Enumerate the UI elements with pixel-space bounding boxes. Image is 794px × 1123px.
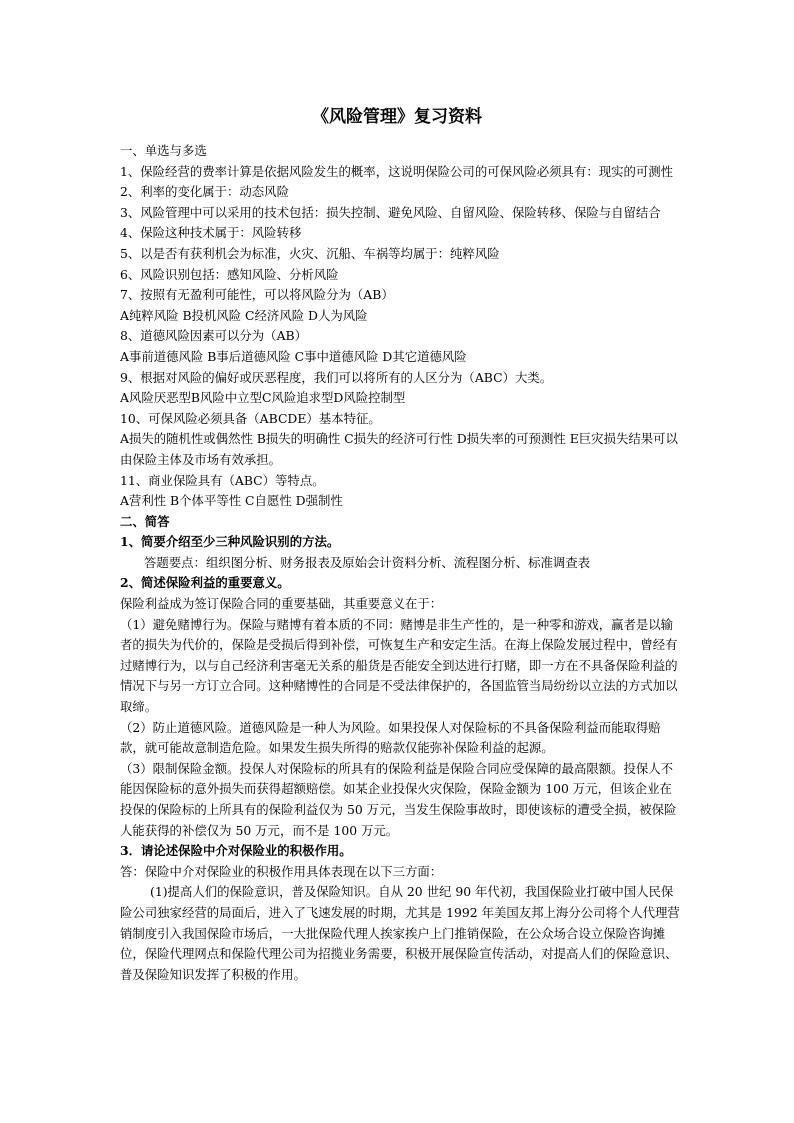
paragraph-line: A损失的随机性或偶然性 B损失的明确性 C损失的经济可行性 D损失率的可预测性 E巨灾损失结果可以由保险主体及市场有效承担。 xyxy=(120,431,678,467)
paragraph-line: 10、可保风险必须具备（ABCDE）基本特征。 xyxy=(120,410,381,426)
paragraph-line: （2）防止道德风险。道德风险是一种人为风险。如果投保人对保险标的不具备保险利益而能取得赔款，就可能故意制造危险。如果发生损失所得的赔款仅能弥补保险利益的起源。 xyxy=(120,719,661,756)
paragraph-line: 8、道德风险因素可以分为（AB） xyxy=(120,328,308,344)
paragraph-line: （1）避免赌博行为。保险与赌博有着本质的不同：赌博是非生产性的，是一种零和游戏，赢者是以输者的损失为代价的，保险是受损后得到补偿，可恢复生产和安定生活。在海上保险发展过程中，曾经有过赌博行为，以与自己经济利害毫无关系的船货是否能安全到达进行打赌，即一方在不具备保险利益的情况下与另一方订立合同。这种赌博性的合同是不受法律保护的，各国监管当局纷纷以立法的方式加以取缔。 xyxy=(120,616,678,715)
paragraph-line: 一、单选与多选 xyxy=(120,143,207,158)
paragraph-line: (1)提高人们的保险意识，普及保险知识。自从 20 世纪 90 年代初，我国保险业打破中国人民保险公司独家经营的局面后，进入了飞速发展的时期，尤其是 1992 年美国友邦上海分公司将个人代理营销制度引入我国保险市场后，一大批保险代理人挨家挨户上门推销保险，在公众场合设立保险咨询摊位，保险代理网点和保险代理公司为招揽业务需要，积极开展保险宣传活动，对提高人们的保险意识、普及保险知识发挥了积极的作用。 xyxy=(120,884,680,982)
paragraph-line: 9、根据对风险的偏好或厌恶程度，我们可以将所有的人区分为（ABC）大类。 xyxy=(120,369,553,385)
paragraph-line: 6、风险识别包括：感知风险、分析风险 xyxy=(120,266,339,282)
paragraph-line: （3）限制保险金额。投保人对保险标的所具有的保险利益是保险合同应受保障的最高限额。投保人不能因保险标的意外损失而获得超额赔偿。如某企业投保火灾保险，保险金额为 100 万元，但该企业在投保的保险标的上所具有的保险利益仅为 50 万元，当发生保险事故时，即使该标的遭受全损，被保险人能获得的补偿仅为 50 万元，而不是 100 万元。 xyxy=(120,760,677,838)
document-title: 《风险管理》复习资料 xyxy=(312,107,482,127)
paragraph-line: 3、风险管理中可以采用的技术包括：损失控制、避免风险、自留风险、保险转移、保险与自留结合 xyxy=(120,204,661,220)
paragraph-line: 5、以是否有获利机会为标准，火灾、沉船、车祸等均属于：纯粹风险 xyxy=(120,245,500,261)
section-heading: 2、简述保险利益的重要意义。 xyxy=(120,575,290,591)
section-heading: 1、简要介绍至少三种风险识别的方法。 xyxy=(120,534,340,550)
paragraph-line: 7、按照有无盈利可能性，可以将风险分为（AB） xyxy=(120,287,394,303)
paragraph-line: A营利性 B个体平等性 C自愿性 D强制性 xyxy=(120,493,343,509)
paragraph-line: 2、利率的变化属于：动态风险 xyxy=(120,184,289,200)
paragraph-line: 4、保险这种技术属于：风险转移 xyxy=(120,225,302,241)
paragraph-line: 保险利益成为签订保险合同的重要基础，其重要意义在于： xyxy=(120,596,443,612)
paragraph-line: A事前道德风险 B事后道德风险 C事中道德风险 D其它道德风险 xyxy=(120,348,467,364)
paragraph-line: A纯粹风险 B投机风险 C经济风险 D人为风险 xyxy=(120,307,368,323)
paragraph-line: A风险厌恶型B风险中立型C风险追求型D风险控制型 xyxy=(120,390,406,406)
paragraph-line: 1、保险经营的费率计算是依据风险发生的概率，这说明保险公司的可保风险必须具有：现实的可测性 xyxy=(120,163,674,179)
document-body xyxy=(120,141,680,985)
paragraph-line: 11、商业保险具有（ABC）等特点。 xyxy=(120,472,325,488)
paragraph-line: 答题要点：组织图分析、财务报表及原始会计资料分析、流程图分析、标准调查表 xyxy=(144,554,591,570)
section-heading: 3．请论述保险中介对保险业的积极作用。 xyxy=(120,843,352,859)
section-heading: 二、简答 xyxy=(120,513,170,529)
paragraph-line: 答：保险中介对保险业的积极作用具体表现在以下三方面： xyxy=(120,863,443,879)
